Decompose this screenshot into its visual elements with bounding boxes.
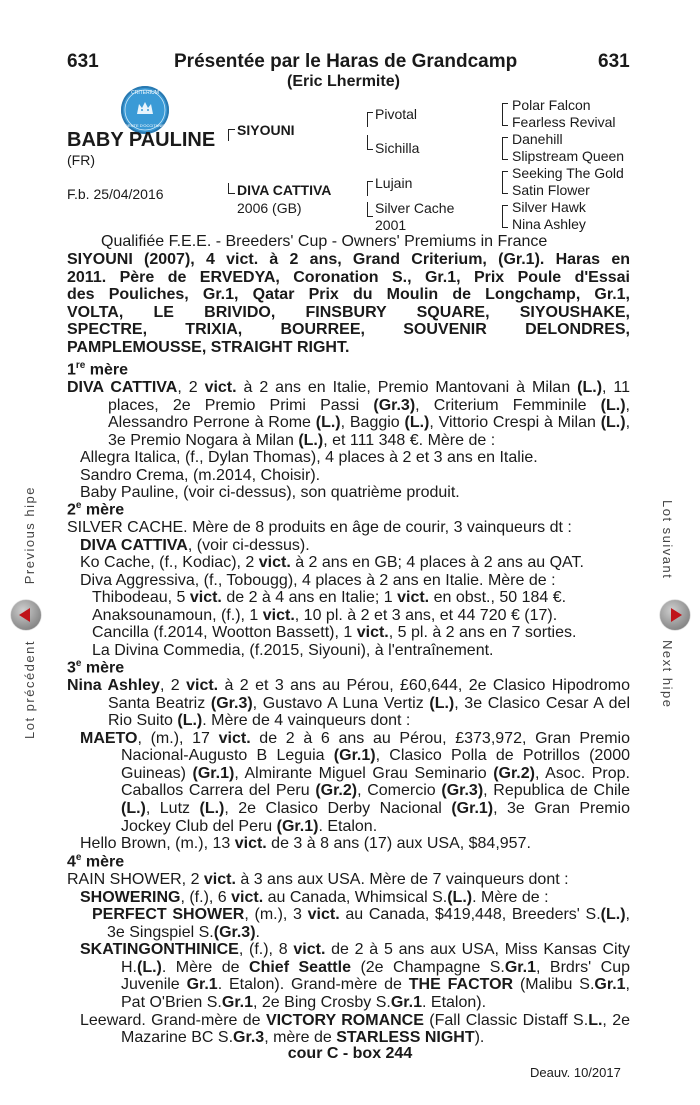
pedigree-bracket [367, 202, 373, 217]
produce-line: DIVA CATTIVA, (voir ci-dessus). [80, 536, 310, 554]
second-dam-intro: SILVER CACHE. Mère de 8 produits en âge de courir, 3 vainqueurs dt : [67, 518, 572, 536]
pedigree-g3: Slipstream Queen [512, 148, 625, 164]
consignor-title: Présentée par le Haras de Grandcamp [174, 51, 518, 72]
produce-line: Ko Cache, (f., Kodiac), 2 vict. à 2 ans en GB; 4 places à 2 ans au QAT. [80, 554, 584, 572]
first-dam-record: DIVA CATTIVA, 2 vict. à 2 ans en Italie, Premio Mantovani à Milan (L.), 11 places, 2e Premio Primi Passi (Gr.3), Criterium Femminile (L.), Alessandro Perrone à Rome (L.), Baggio (L.), Vittorio Crespi à Milan (L.), 3e Premio Nogara à Milan (L.), et 111 348 €. Mère de : [67, 378, 631, 449]
pedigree-sire: SIYOUNI [237, 122, 295, 138]
catalogue-footer: Deauv. 10/2017 [530, 1065, 621, 1080]
previous-hipe-label[interactable]: Previous hipe [22, 486, 37, 585]
section-heading-2: 2e mère [67, 500, 125, 519]
pedigree-g3: Nina Ashley [512, 216, 586, 232]
third-dam-section [67, 655, 630, 853]
section-heading-4: 4e mère [67, 852, 125, 871]
produce-line: Thibodeau, 5 vict. de 2 à 4 ans en Italie; 1 vict. en obst., 50 184 €. [92, 589, 567, 607]
lot-number-right: 631 [598, 51, 630, 72]
section-heading-3: 3e mère [67, 658, 125, 677]
horse-foaled: F.b. 25/04/2016 [67, 186, 164, 202]
produce-line: La Divina Commedia, (f.2015, Siyouni), à l'entraînement. [92, 642, 494, 660]
horse-origin: (FR) [67, 152, 95, 168]
produce-line: SKATINGONTHINICE, (f.), 8 vict. de 2 à 5 ans aux USA, Miss Kansas City H.(L.). Mère de Chief Seattle (2e Champagne S.Gr.1, Brdrs' Cup Juvenile Gr.1. Etalon). Grand-mère de THE FACTOR (Malibu S.Gr.1, Pat O'Brien S.Gr.1, 2e Bing Crosby S.Gr.1. Etalon). [80, 941, 631, 1012]
pedigree-bracket [228, 129, 235, 141]
produce-line: MAETO, (m.), 17 vict. de 2 à 6 ans au Pérou, £373,972, Gran Premio Nacional-Augusto B Leguia (Gr.1), Clasico Polla de Potrillos (2000 Guineas) (Gr.1), Almirante Miguel Grau Seminario (Gr.2), Asoc. Prop. Caballos Carrera del Peru (Gr.2), Comercio (Gr.3), Republica de Chile (L.), Lutz (L.), 2e Clasico Derby Nacional (Gr.1), 3e Gran Premio Jockey Club del Peru (Gr.1). Etalon. [80, 729, 631, 835]
third-dam-record: Nina Ashley, 2 vict. à 2 et 3 ans au Pérou, £60,644, 2e Clasico Hipodromo Santa Beatriz (Gr.3), Gustavo A Luna Vertiz (L.), 3e Clasico Cesar A del Rio Suito (L.). Mère de 4 vainqueurs dont : [67, 676, 631, 730]
horse-name: BABY PAULINE [67, 129, 216, 151]
produce-line: Sandro Crema, (m.2014, Choisir). [80, 466, 321, 484]
sire-paragraph [67, 251, 630, 357]
first-dam-section [67, 357, 630, 502]
pedigree-bracket [502, 205, 508, 228]
fourth-dam-intro: RAIN SHOWER, 2 vict. à 3 ans aux USA. Mère de 7 vainqueurs dont : [67, 870, 569, 888]
produce-line: SHOWERING, (f.), 6 vict. au Canada, Whimsical S.(L.). Mère de : [80, 888, 549, 906]
produce-line: Anaksounamoun, (f.), 1 vict., 10 pl. à 2 et 3 ans, et 44 720 € (17). [92, 606, 558, 624]
fourth-dam-section [67, 849, 630, 1047]
section-heading-1: 1re mère [67, 360, 129, 379]
sire-line: VOLTA, LE BRIVIDO, FINSBURY SQUARE, SIYOUSHAKE, [67, 303, 630, 321]
sire-line: 2011. Père de ERVEDYA, Coronation S., Gr.1, Prix Poule d'Essai [67, 268, 630, 286]
pedigree-bracket [502, 171, 508, 194]
next-hipe-label[interactable]: Next hipe [660, 640, 675, 709]
second-dam-section [67, 497, 630, 660]
sire-line: SPECTRE, TRIXIA, BOURREE, SOUVENIR DELONDRES, [67, 321, 630, 339]
pedigree-dam: DIVA CATTIVA [237, 182, 332, 198]
pedigree-bracket [502, 137, 508, 160]
pedigree-g3: Danehill [512, 131, 563, 147]
sire-line: SIYOUNI (2007), 4 vict. à 2 ans, Grand Criterium, (Gr.1). Haras en [67, 251, 630, 268]
lot-number-left: 631 [67, 51, 99, 72]
sire-line: des Pouliches, Gr.1, Qatar Prix du Moulin de Longchamp, Gr.1, [67, 286, 630, 304]
pedigree-dam-sire: Lujain [375, 175, 413, 191]
produce-line: PERFECT SHOWER, (m.), 3 vict. au Canada, $419,448, Breeders' S.(L.), 3e Singspiel S.(Gr.3). [92, 906, 630, 941]
produce-line: Baby Pauline, (voir ci-dessus), son quatrième produit. [80, 484, 460, 502]
sire-line: PAMPLEMOUSSE, STRAIGHT RIGHT. [67, 338, 350, 356]
produce-line: Leeward. Grand-mère de VICTORY ROMANCE (Fall Classic Distaff S.L., 2e Mazarine BC S.Gr.3, mère de STARLESS NIGHT). [80, 1011, 631, 1047]
pedigree-dam-dam-year: 2001 [375, 217, 407, 233]
previous-lot-arrow-icon[interactable] [11, 600, 41, 630]
badge-top-text: CRITERIUM [131, 90, 159, 96]
pedigree-bracket [367, 112, 373, 127]
pedigree-bracket [367, 181, 373, 196]
qualification-line: Qualifiée F.E.E. - Breeders' Cup - Owners' Premiums in France [101, 233, 548, 250]
pedigree-g3: Satin Flower [512, 182, 590, 198]
box-location: cour C - box 244 [287, 1045, 413, 1062]
produce-line: Allegra Italica, (f., Dylan Thomas), 4 places à 2 et 3 ans en Italie. [80, 449, 538, 467]
pedigree-bracket [228, 183, 235, 194]
pedigree-bracket [367, 135, 373, 150]
pedigree-g3: Fearless Revival [512, 114, 616, 130]
consignor-subtitle: (Eric Lhermite) [287, 73, 400, 90]
next-lot-arrow-icon[interactable] [660, 600, 690, 630]
produce-line: Hello Brown, (m.), 13 vict. de 3 à 8 ans (17) aux USA, $84,957. [80, 835, 531, 853]
pedigree-g3: Polar Falcon [512, 97, 591, 113]
pedigree-dam-detail: 2006 (GB) [237, 200, 302, 216]
pedigree-bracket [502, 103, 508, 126]
pedigree-g3: Silver Hawk [512, 199, 586, 215]
pedigree-sire-dam: Sichilla [375, 140, 420, 156]
badge-bottom-text: DENTE D'OCCITANIE [125, 123, 165, 128]
produce-line: Cancilla (f.2014, Wootton Bassett), 1 vict., 5 pl. à 2 ans en 7 sorties. [92, 624, 577, 642]
pedigree-g3: Seeking The Gold [512, 165, 624, 181]
next-lot-label[interactable]: Lot suivant [660, 500, 675, 580]
previous-lot-label[interactable]: Lot précédent [22, 640, 37, 740]
pedigree-sire-sire: Pivotal [375, 106, 418, 122]
pedigree-dam-dam: Silver Cache [375, 200, 455, 216]
produce-line: Diva Aggressiva, (f., Tobougg), 4 places à 2 ans en Italie. Mère de : [80, 571, 556, 589]
